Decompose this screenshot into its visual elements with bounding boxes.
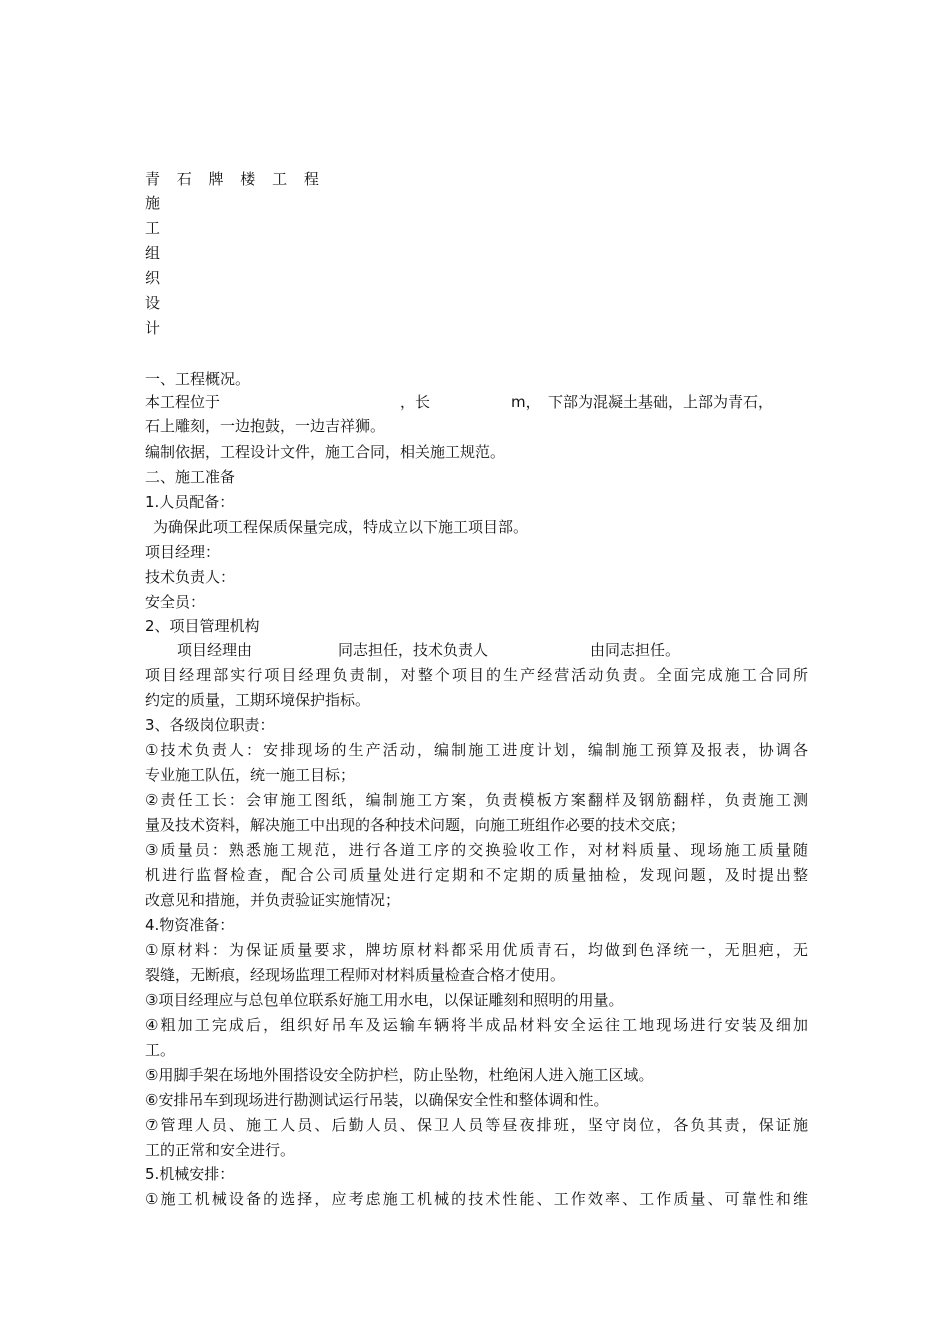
mat4-line-1: ④粗加工完成后，组织好吊车及运输车辆将半成品材料安全运往工地现场进行安装及细加: [145, 1016, 808, 1034]
org-desc-line-2: 约定的质量，工期环境保护指标。: [145, 691, 371, 709]
duty1-line-1: ①技术负责人：安排现场的生产活动，编制施工进度计划，编制施工预算及报表，协调各: [145, 741, 808, 759]
safety-label: 安全员：: [145, 593, 206, 611]
title-char-1: 施: [145, 194, 161, 212]
location-length-label: ，长: [400, 393, 431, 411]
org-part-1: 项目经理由: [177, 641, 253, 659]
org-part-3: 由同志担任。: [590, 641, 681, 659]
mat1-line-1: ①原材料：为保证质量要求，牌坊原材料都采用优质青石，均做到色泽统一，无胆疤，无: [145, 941, 808, 959]
section1-heading: 一、工程概况。: [145, 370, 251, 388]
machine1-line-1: ①施工机械设备的选择，应考虑施工机械的技术性能、工作效率、工作质量、可靠性和维: [145, 1190, 808, 1208]
location-unit: m，: [511, 393, 541, 411]
org-desc-line-1: 项目经理部实行项目经理负责制，对整个项目的生产经营活动负责。全面完成施工合同所: [145, 666, 808, 684]
mat7-line-2: 工的正常和安全进行。: [145, 1141, 296, 1159]
duty3-line-2: 机进行监督检查，配合公司质量处进行定期和不定期的质量抽检，发现问题，及时提出整: [145, 866, 808, 884]
org-heading: 2、项目管理机构: [145, 617, 260, 635]
location-prefix: 本工程位于: [145, 393, 221, 411]
mat5-line: ⑤用脚手架在场地外围搭设安全防护栏，防止坠物，杜绝闲人进入施工区域。: [145, 1066, 654, 1084]
tech-label: 技术负责人：: [145, 568, 236, 586]
staff-intro: 为确保此项工程保质保量完成，特成立以下施工项目部。: [153, 518, 529, 536]
org-part-2: 同志担任，技术负责人: [338, 641, 489, 659]
duty3-line-3: 改意见和措施，并负责验证实施情况；: [145, 891, 401, 909]
location-line-2: 石上雕刻，一边抱鼓，一边吉祥狮。: [145, 417, 386, 435]
duty1-line-2: 专业施工队伍，统一施工目标；: [145, 766, 356, 784]
duties-heading: 3、各级岗位职责：: [145, 716, 275, 734]
section2-heading: 二、施工准备: [145, 468, 236, 486]
basis-line: 编制依据，工程设计文件，施工合同，相关施工规范。: [145, 443, 506, 461]
title-char-3: 组: [145, 244, 161, 262]
staff-heading: 1.人员配备：: [145, 493, 235, 511]
mat4-line-2: 工。: [145, 1041, 176, 1059]
title-char-4: 织: [145, 269, 161, 287]
title-char-6: 计: [145, 319, 161, 337]
title-char-2: 工: [145, 219, 161, 237]
mat7-line-1: ⑦管理人员、施工人员、后勤人员、保卫人员等昼夜排班，坚守岗位，各负其责，保证施: [145, 1116, 808, 1134]
materials-heading: 4.物资准备：: [145, 916, 235, 934]
location-line: [145, 390, 808, 415]
document-title: 青 石 牌 楼 工 程: [145, 170, 325, 188]
pm-label: 项目经理：: [145, 543, 221, 561]
org-assignment-line: [145, 638, 808, 663]
duty2-line-1: ②责任工长：会审施工图纸，编制施工方案，负责模板方案翻样及钢筋翻样，负责施工测: [145, 791, 808, 809]
duty3-line-1: ③质量员：熟悉施工规范，进行各道工序的交换验收工作，对材料质量、现场施工质量随: [145, 841, 808, 859]
machine-heading: 5.机械安排：: [145, 1165, 235, 1183]
mat3-line: ③项目经理应与总包单位联系好施工用水电，以保证雕刻和照明的用量。: [145, 991, 624, 1009]
location-rest: 下部为混凝土基础，上部为青石，: [548, 393, 774, 411]
mat1-line-2: 裂缝，无断痕，经现场监理工程师对材料质量检查合格才使用。: [145, 966, 566, 984]
mat6-line: ⑥安排吊车到现场进行勘测试运行吊装，以确保安全性和整体调和性。: [145, 1091, 609, 1109]
duty2-line-2: 量及技术资料，解决施工中出现的各种技术问题，向施工班组作必要的技术交底；: [145, 816, 686, 834]
title-char-5: 设: [145, 294, 161, 312]
